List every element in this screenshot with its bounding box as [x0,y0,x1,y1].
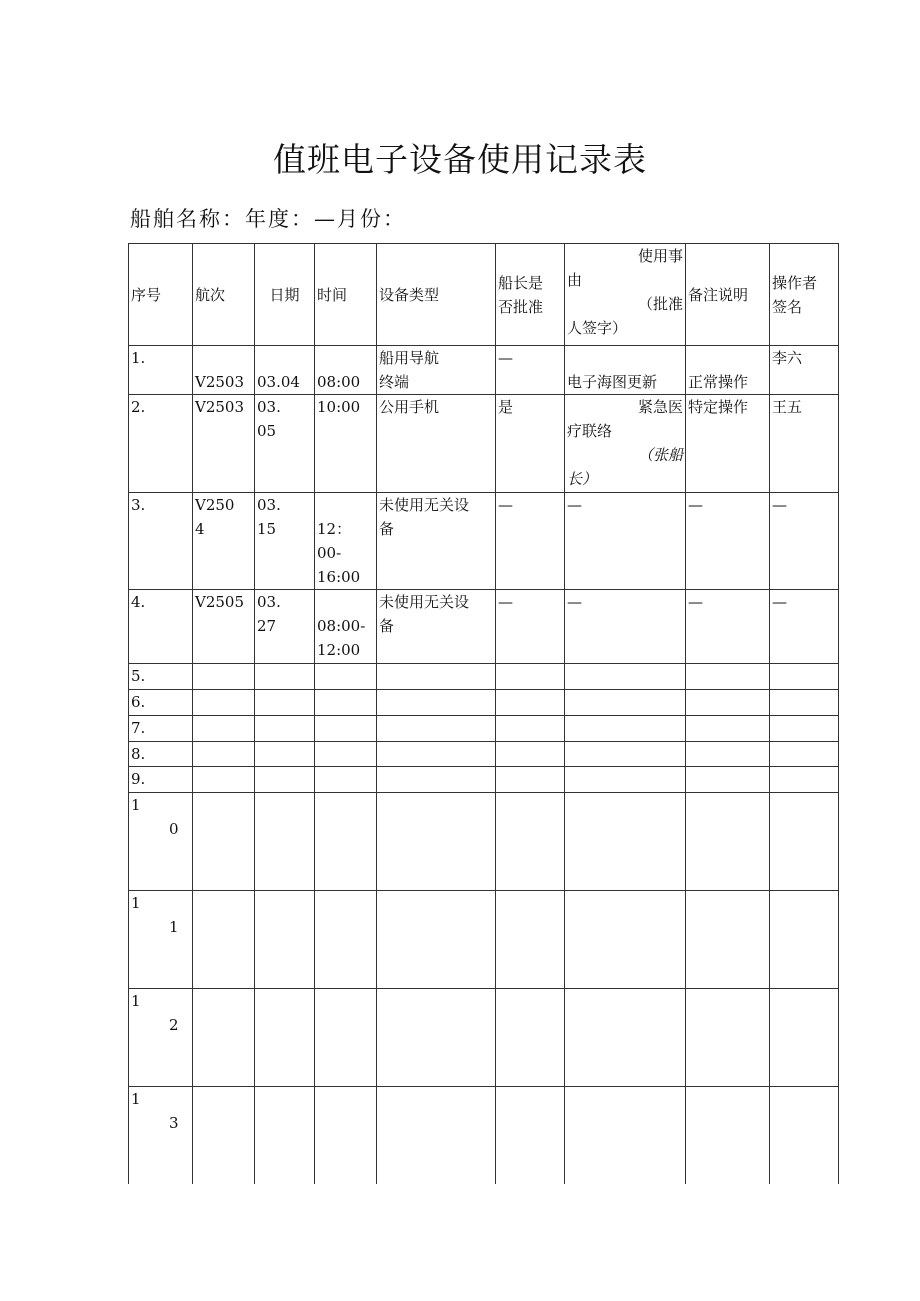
row-seq: 1 3 [129,1087,193,1184]
page-title: 值班电子设备使用记录表 [273,140,647,179]
row-device: 未使用无关设 备 [377,590,496,664]
header-seq: 序号 [129,244,193,346]
row-voyage: V2505 [193,590,255,664]
header-time: 时间 [315,244,377,346]
row-operator: 王五 [770,395,839,493]
row-voyage: V2503 [193,346,255,395]
row-remark: — [686,493,770,590]
row-reason: — [565,493,686,590]
row-seq: 5. [129,664,193,690]
row-approved: — [496,346,565,395]
row-operator: — [770,493,839,590]
row-time: 12：00- 16:00 [315,493,377,590]
row-voyage: V250 4 [193,493,255,590]
table-row [129,590,839,664]
row-seq: 1 1 [129,891,193,989]
row-operator: — [770,590,839,664]
row-approved: — [496,493,565,590]
table-row [129,767,839,793]
row-time: 10:00 [315,395,377,493]
row-voyage: V2503 [193,395,255,493]
header-remark: 备注说明 [686,244,770,346]
header-row [129,244,839,346]
row-seq: 7. [129,716,193,742]
table-row [129,716,839,742]
table-row [129,742,839,767]
row-time: 08:00 [315,346,377,395]
header-date: 日期 [255,244,315,346]
row-date: 03. 27 [255,590,315,664]
table-row [129,793,839,891]
row-seq: 2. [129,395,193,493]
header-reason: 使用事 由 （批准 人签字） [565,244,686,346]
table-row [129,891,839,989]
row-date: 03. 15 [255,493,315,590]
row-time: 08:00- 12:00 [315,590,377,664]
row-remark: 正常操作 [686,346,770,395]
row-device: 未使用无关设 备 [377,493,496,590]
header-device: 设备类型 [377,244,496,346]
table-row [129,1087,839,1184]
row-seq: 1. [129,346,193,395]
row-device: 公用手机 [377,395,496,493]
row-reason: 紧急医 疗联络 （张船 长） [565,395,686,493]
row-remark: 特定操作 [686,395,770,493]
usage-record-table [128,243,839,1184]
row-date: 03. 05 [255,395,315,493]
ship-info-line: 船舶名称：年度：—月份： [130,207,406,231]
row-approved: 是 [496,395,565,493]
row-seq: 1 2 [129,989,193,1087]
table-row [129,346,839,395]
header-operator: 操作者 签名 [770,244,839,346]
row-seq: 9. [129,767,193,793]
table-row [129,989,839,1087]
table-row [129,493,839,590]
row-reason: 电子海图更新 [565,346,686,395]
row-device: 船用导航 终端 [377,346,496,395]
header-approved: 船长是 否批准 [496,244,565,346]
row-seq: 6. [129,690,193,716]
row-date: 03.04 [255,346,315,395]
row-seq: 3. [129,493,193,590]
row-operator: 李六 [770,346,839,395]
row-seq: 4. [129,590,193,664]
row-reason: — [565,590,686,664]
header-voyage: 航次 [193,244,255,346]
row-approved: — [496,590,565,664]
row-seq: 1 0 [129,793,193,891]
table-row [129,690,839,716]
row-remark: — [686,590,770,664]
table-row [129,664,839,690]
table-row [129,395,839,493]
row-seq: 8. [129,742,193,767]
